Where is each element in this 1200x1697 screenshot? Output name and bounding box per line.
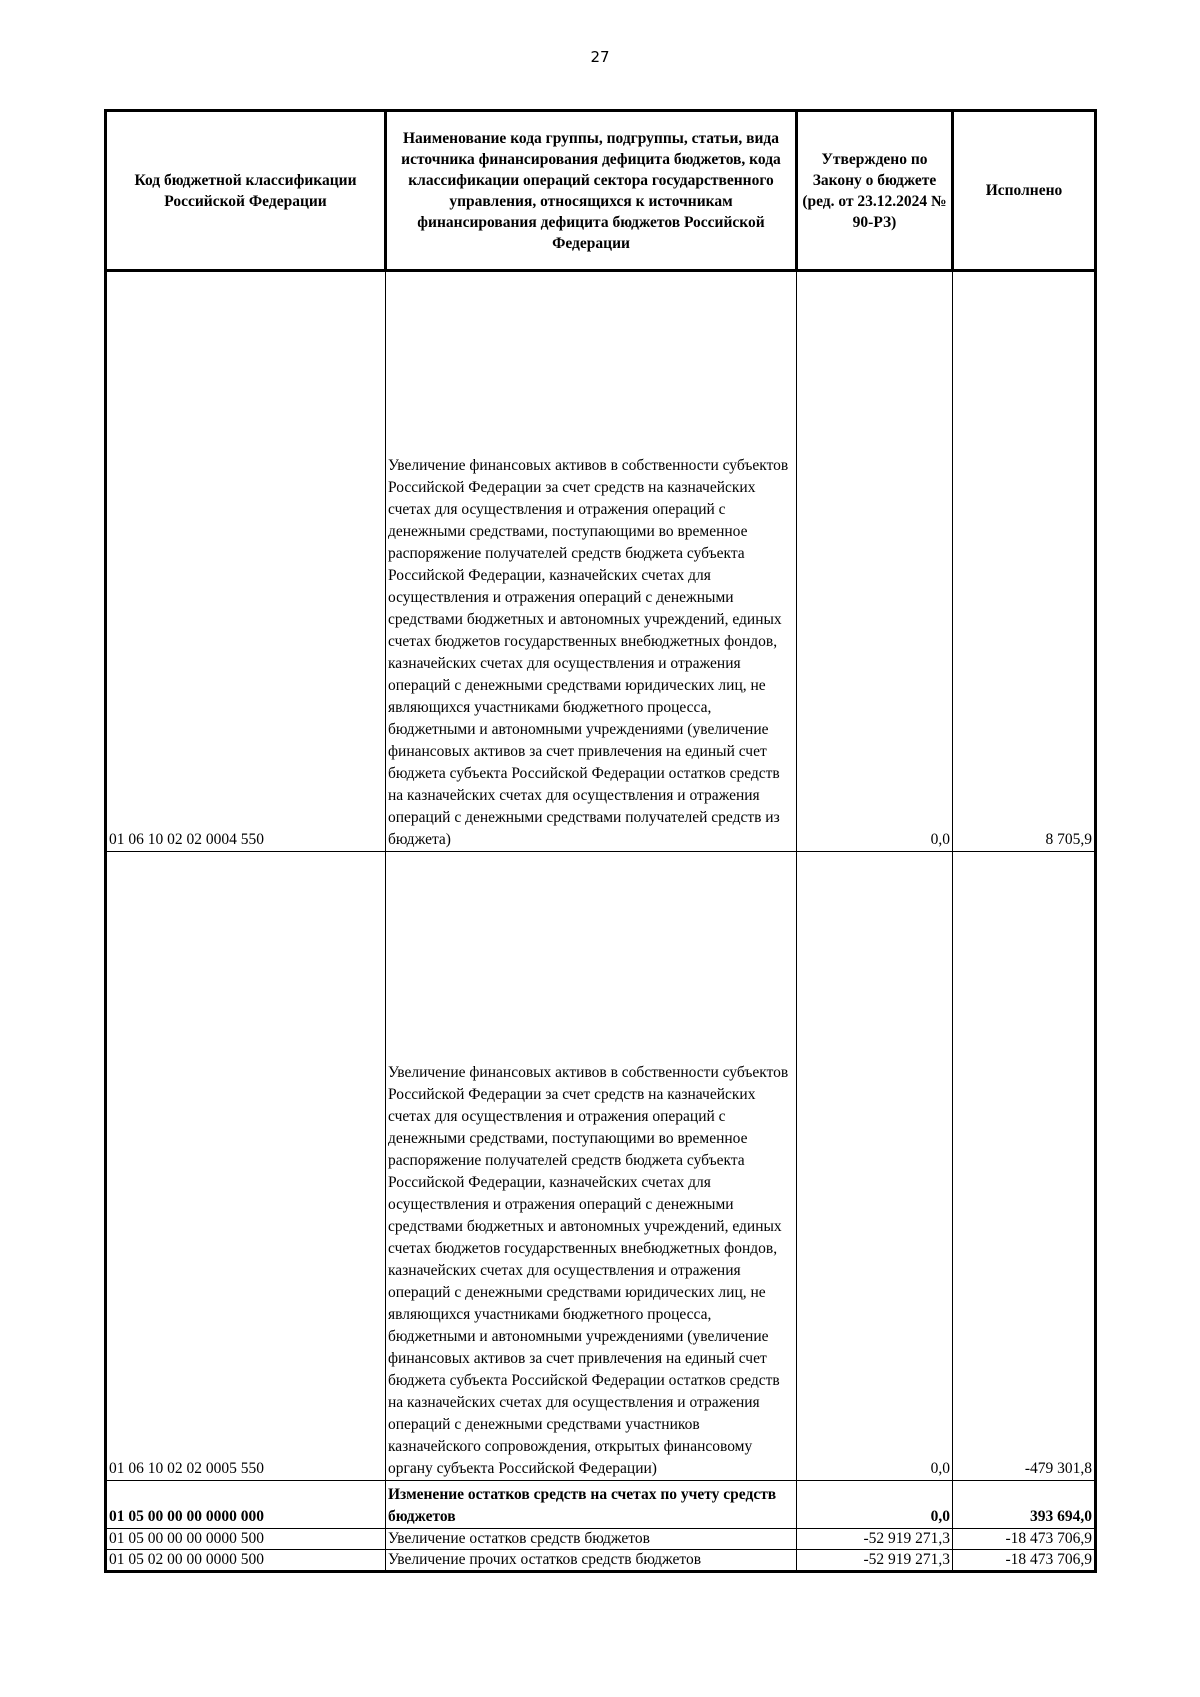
table-row xyxy=(106,1550,1096,1572)
row-executed: -479 301,8 xyxy=(953,852,1096,1481)
row-executed: -18 473 706,9 xyxy=(953,1550,1096,1572)
row-code: 01 05 02 00 00 0000 500 xyxy=(106,1550,386,1572)
header-code: Код бюджетной классификации Российской Федерации xyxy=(106,111,386,271)
row-executed: 393 694,0 xyxy=(953,1481,1096,1529)
row-name: Увеличение финансовых активов в собственности субъектов Российской Федерации за счет средств на казначейских счетах для осуществления и отражения операций с денежными средствами, поступающими во временное распоряжение получателей средств бюджета субъекта Российской Федерации, казначейских счетах для осуществления и отражения операций с денежными средствами бюджетных и автономных учреждений, единых счетах бюджетов государственных внебюджетных фондов, казначейских счетах для осуществления и отражения операций с денежными средствами юридических лиц, не являющихся участниками бюджетного процесса, бюджетными и автономными учреждениями (увеличение финансовых активов за счет привлечения на единый счет бюджета субъекта Российской Федерации остатков средств на казначейских счетах для осуществления и отражения операций с денежными средствами участников казначейского сопровождения, открытых финансовому органу субъекта Российской Федерации) xyxy=(386,852,797,1481)
table-header-row xyxy=(106,111,1096,271)
row-name: Увеличение остатков средств бюджетов xyxy=(386,1529,797,1550)
row-code: 01 06 10 02 02 0004 550 xyxy=(106,271,386,852)
header-name: Наименование кода группы, подгруппы, статьи, вида источника финансирования дефицита бюджетов, кода классификации операций сектора государственного управления, относящихся к источникам финансирования дефицита бюджетов Российской Федерации xyxy=(386,111,797,271)
row-executed: 8 705,9 xyxy=(953,271,1096,852)
budget-sources-table xyxy=(104,109,1097,1573)
row-code: 01 05 00 00 00 0000 500 xyxy=(106,1529,386,1550)
row-name: Увеличение финансовых активов в собственности субъектов Российской Федерации за счет средств на казначейских счетах для осуществления и отражения операций с денежными средствами, поступающими во временное распоряжение получателей средств бюджета субъекта Российской Федерации, казначейских счетах для осуществления и отражения операций с денежными средствами бюджетных и автономных учреждений, единых счетах бюджетов государственных внебюджетных фондов, казначейских счетах для осуществления и отражения операций с денежными средствами юридических лиц, не являющихся участниками бюджетного процесса, бюджетными и автономными учреждениями (увеличение финансовых активов за счет привлечения на единый счет бюджета субъекта Российской Федерации остатков средств на казначейских счетах для осуществления и отражения операций с денежными средствами получателей средств из бюджета) xyxy=(386,271,797,852)
header-approved: Утверждено по Закону о бюджете (ред. от 23.12.2024 № 90-РЗ) xyxy=(797,111,953,271)
header-executed: Исполнено xyxy=(953,111,1096,271)
table-row-total xyxy=(106,1481,1096,1529)
row-approved: 0,0 xyxy=(797,1481,953,1529)
row-executed: -18 473 706,9 xyxy=(953,1529,1096,1550)
row-approved: 0,0 xyxy=(797,271,953,852)
row-approved: -52 919 271,3 xyxy=(797,1529,953,1550)
table-row xyxy=(106,852,1096,1481)
table-row xyxy=(106,271,1096,852)
row-approved: 0,0 xyxy=(797,852,953,1481)
row-name: Увеличение прочих остатков средств бюджетов xyxy=(386,1550,797,1572)
page-number: 27 xyxy=(590,48,610,66)
row-name: Изменение остатков средств на счетах по учету средств бюджетов xyxy=(386,1481,797,1529)
row-code: 01 05 00 00 00 0000 000 xyxy=(106,1481,386,1529)
row-approved: -52 919 271,3 xyxy=(797,1550,953,1572)
row-code: 01 06 10 02 02 0005 550 xyxy=(106,852,386,1481)
table-row xyxy=(106,1529,1096,1550)
